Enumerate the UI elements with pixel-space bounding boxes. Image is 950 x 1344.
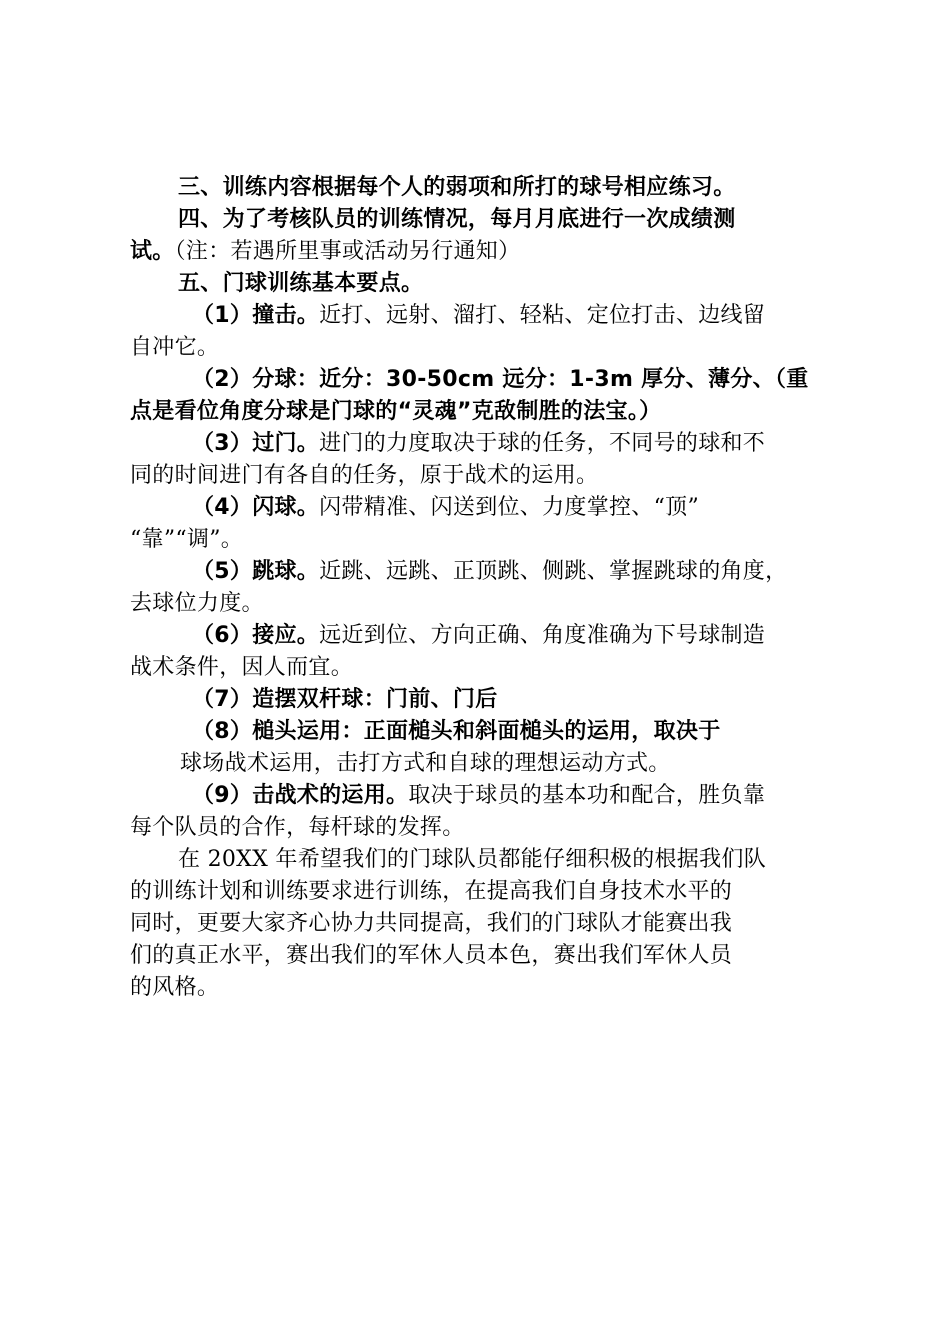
paragraph-line <box>130 332 835 364</box>
paragraph-line <box>130 684 835 716</box>
text-bold: （8）槌头运用：正面槌头和斜面槌头的运用，取决于 <box>192 719 721 744</box>
paragraph-line <box>130 172 835 204</box>
text-regular: 球场战术运用，击打方式和自球的理想运动方式。 <box>180 751 671 776</box>
text-regular: 近跳、远跳、正顶跳、侧跳、掌握跳球的角度， <box>319 559 788 584</box>
paragraph-line <box>130 588 835 620</box>
text-bold: 五、门球训练基本要点。 <box>178 271 424 296</box>
paragraph-line <box>130 748 835 780</box>
text-bold: （9）击战术的运用。 <box>192 783 409 808</box>
text-bold: （1）撞击。 <box>192 303 320 328</box>
text-regular: 每个队员的合作，每杆球的发挥。 <box>130 815 465 840</box>
text-regular: 们的真正水平，赛出我们的军休人员本色，赛出我们军休人员 <box>130 943 733 968</box>
text-regular: 闪带精准、闪送到位、力度掌控、“顶” <box>319 495 700 520</box>
paragraph-line <box>130 716 835 748</box>
text-bold: 三、训练内容根据每个人的弱项和所打的球号相应练习。 <box>178 175 736 200</box>
paragraph-line <box>130 620 835 652</box>
paragraph-line <box>130 908 835 940</box>
text-regular: 自冲它。 <box>130 335 220 360</box>
paragraph-line <box>130 268 835 300</box>
text-regular: 取决于球员的基本功和配合，胜负靠 <box>408 783 766 808</box>
paragraph-line <box>130 556 835 588</box>
paragraph-line <box>130 524 835 556</box>
text-regular: 进门的力度取决于球的任务，不同号的球和不 <box>319 431 766 456</box>
paragraph-line <box>130 460 835 492</box>
paragraph-line <box>130 236 835 268</box>
paragraph-line <box>130 844 835 876</box>
text-regular: “靠”“调”。 <box>130 527 244 552</box>
paragraph-line <box>130 300 835 332</box>
text-regular: 在 20XX 年希望我们的门球队员都能仔细积极的根据我们队 <box>178 847 767 872</box>
text-regular: 的训练计划和训练要求进行训练，在提高我们自身技术水平的 <box>130 879 733 904</box>
paragraph-line <box>130 812 835 844</box>
text-regular: 近打、远射、溜打、轻粘、定位打击、边线留 <box>319 303 766 328</box>
paragraph-line <box>130 876 835 908</box>
text-regular: 去球位力度。 <box>130 591 264 616</box>
text-bold: （2）分球：近分：30-50cm 远分：1-3m 厚分、薄分、（重 <box>192 367 809 392</box>
paragraph-line <box>130 204 835 236</box>
text-bold: （4）闪球。 <box>192 495 320 520</box>
text-bold: 点是看位角度分球是门球的“灵魂”克敌制胜的法宝。） <box>130 399 662 424</box>
text-bold: （5）跳球。 <box>192 559 320 584</box>
text-regular: （注：若遇所里事或活动另行通知） <box>174 239 521 264</box>
text-bold: （7）造摆双杆球：门前、门后 <box>192 687 498 712</box>
document-body <box>130 172 835 1004</box>
paragraph-line <box>130 428 835 460</box>
text-bold: 四、为了考核队员的训练情况，每月月底进行一次成绩测 <box>178 207 736 232</box>
paragraph-line <box>130 396 835 428</box>
text-regular: 同的时间进门有各自的任务，原于战术的运用。 <box>130 463 599 488</box>
text-bold: 试。 <box>130 239 175 264</box>
paragraph-line <box>130 972 835 1004</box>
text-bold: （6）接应。 <box>192 623 320 648</box>
paragraph-line <box>130 780 835 812</box>
text-regular: 的风格。 <box>130 975 220 1000</box>
text-regular: 同时，更要大家齐心协力共同提高，我们的门球队才能赛出我 <box>130 911 733 936</box>
paragraph-line <box>130 652 835 684</box>
text-regular: 战术条件，因人而宜。 <box>130 655 354 680</box>
paragraph-line <box>130 492 835 524</box>
paragraph-line <box>130 364 835 396</box>
text-regular: 远近到位、方向正确、角度准确为下号球制造 <box>319 623 766 648</box>
text-bold: （3）过门。 <box>192 431 320 456</box>
paragraph-line <box>130 940 835 972</box>
